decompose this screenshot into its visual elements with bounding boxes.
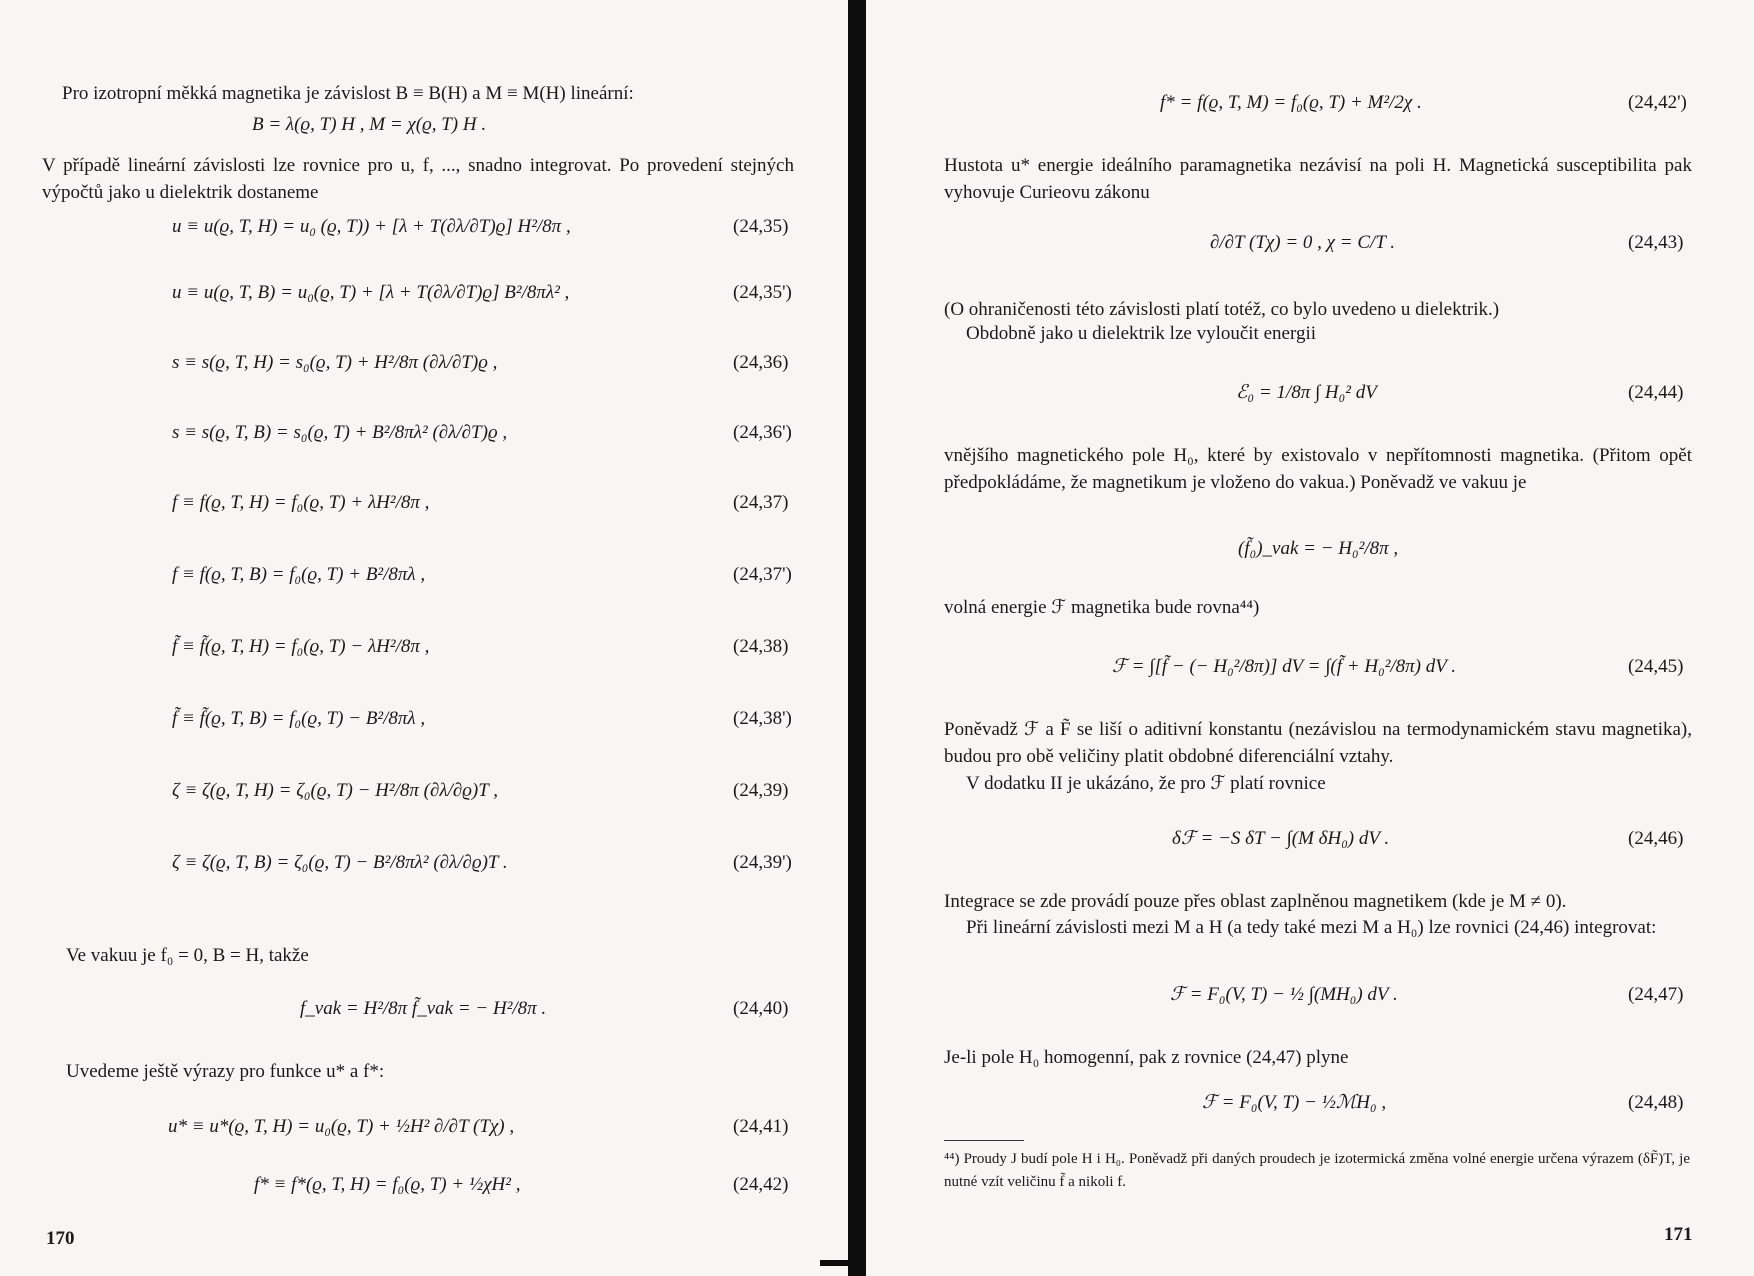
equation-24-44: ℰ₀ = 1/8π ∫ H₀² dV [1236, 382, 1377, 403]
paragraph-volna: volná energie ℱ magnetika bude rovna⁴⁴) [944, 597, 1260, 618]
equation-number: (24,40) [733, 998, 789, 1019]
left-intro-line: Pro izotropní měkká magnetika je závislost B ≡ B(H) a M ≡ M(H) lineární: [62, 83, 634, 104]
equation-24-41: u* ≡ u*(ϱ, T, H) = u₀(ϱ, T) + ½H² ∂/∂T (Tχ) , [168, 1116, 515, 1137]
equation-24-36p: s ≡ s(ϱ, T, B) = s₀(ϱ, T) + B²/8πλ² (∂λ/∂T)ϱ , [172, 422, 508, 443]
equation-24-36: s ≡ s(ϱ, T, H) = s₀(ϱ, T) + H²/8π (∂λ/∂T)ϱ , [172, 352, 498, 373]
footnote-44: ⁴⁴) Proudy J budí pole H i H₀. Poněvadž při daných proudech je izotermická změna volné energie určena výrazem (δF̃)T, je nutné vzít veličinu f̃ a nikoli f. [944, 1151, 1690, 1190]
equation-number: (24,39) [733, 780, 789, 801]
page-number-right: 171 [1664, 1224, 1693, 1245]
paragraph-pri: Při lineární závislosti mezi M a H (a tedy také mezi M a H₀) lze rovnici (24,46) integrovat: [966, 917, 1657, 938]
paragraph-dodatek: V dodatku II je ukázáno, že pro ℱ platí rovnice [966, 773, 1326, 794]
equation-24-39: ζ ≡ ζ(ϱ, T, H) = ζ₀(ϱ, T) − H²/8π (∂λ/∂ϱ)T , [172, 780, 498, 801]
equation-number: (24,45) [1628, 656, 1684, 677]
equation-number: (24,37') [733, 564, 792, 585]
book-binding [848, 0, 866, 1276]
equation-24-42: f* ≡ f*(ϱ, T, H) = f₀(ϱ, T) + ½χH² , [254, 1174, 521, 1195]
equation-24-37: f ≡ f(ϱ, T, H) = f₀(ϱ, T) + λH²/8π , [172, 492, 430, 513]
equation-24-47: ℱ = F₀(V, T) − ½ ∫(MH₀) dV . [1170, 984, 1398, 1005]
equation-number: (24,46) [1628, 828, 1684, 849]
equation-number: (24,41) [733, 1116, 789, 1137]
equation-24-40: f_vak = H²/8π f̃_vak = − H²/8π . [300, 998, 547, 1019]
equation-number: (24,38) [733, 636, 789, 657]
equation-number: (24,36') [733, 422, 792, 443]
equation-number: (24,43) [1628, 232, 1684, 253]
paragraph-vnejsi: vnějšího magnetického pole H₀, které by existovalo v nepřítomnosti magnetika. (Přitom opět předpokládáme, že magnetikum je vloženo do vakua.) Poněvadž ve vakuu je [944, 445, 1692, 493]
equation-24-46: δℱ = −S δT − ∫(M δH₀) dV . [1172, 828, 1390, 849]
left-paragraph-2: V případě lineární závislosti lze rovnice pro u, f, ..., snadno integrovat. Po provedení stejných výpočtů jako u dielektrik dostaneme [42, 155, 794, 203]
equation-24-48: ℱ = F₀(V, T) − ½ℳH₀ , [1202, 1092, 1387, 1113]
paragraph-ponevadz: Poněvadž ℱ a F̃ se liší o aditivní konstantu (nezávislou na termodynamickém stavu magnetika), budou pro obě veličiny platit obdobné diferenciální vztahy. [944, 719, 1692, 767]
uvedeme-line: Uvedeme ještě výrazy pro funkce u* a f*: [66, 1061, 385, 1082]
paragraph-hustota: Hustota u* energie ideálního paramagnetika nezávisí na poli H. Magnetická susceptibilita pak vyhovuje Curieovu zákonu [944, 155, 1692, 203]
page-number-left: 170 [46, 1228, 75, 1249]
vakuum-line: Ve vakuu je f₀ = 0, B = H, takže [66, 945, 309, 966]
equation-number: (24,44) [1628, 382, 1684, 403]
equation-number: (24,35') [733, 282, 792, 303]
equation-24-37p: f ≡ f(ϱ, T, B) = f₀(ϱ, T) + B²/8πλ , [172, 564, 426, 585]
equation-f-vak: (f̃₀)_vak = − H₀²/8π , [1238, 538, 1399, 559]
equation-number: (24,47) [1628, 984, 1684, 1005]
paragraph-obdobne: Obdobně jako u dielektrik lze vyloučit energii [966, 323, 1316, 344]
equation-24-42p: f* = f(ϱ, T, M) = f₀(ϱ, T) + M²/2χ . [1160, 92, 1422, 113]
equation-24-35: u ≡ u(ϱ, T, H) = u₀ (ϱ, T)) + [λ + T(∂λ/∂T)ϱ] H²/8π , [172, 216, 571, 237]
equation-24-35p: u ≡ u(ϱ, T, B) = u₀(ϱ, T) + [λ + T(∂λ/∂T)ϱ] B²/8πλ² , [172, 282, 570, 303]
equation-number: (24,36) [733, 352, 789, 373]
equation-number: (24,42') [1628, 92, 1687, 113]
equation-b-m: B = λ(ϱ, T) H , M = χ(ϱ, T) H . [252, 114, 487, 135]
equation-number: (24,35) [733, 216, 789, 237]
equation-number: (24,38') [733, 708, 792, 729]
equation-24-38: f̃ ≡ f̃(ϱ, T, H) = f₀(ϱ, T) − λH²/8π , [172, 636, 430, 657]
footnote-rule [944, 1140, 1024, 1141]
equation-number: (24,48) [1628, 1092, 1684, 1113]
equation-24-43: ∂/∂T (Tχ) = 0 , χ = C/T . [1210, 232, 1396, 253]
equation-24-38p: f̃ ≡ f̃(ϱ, T, B) = f₀(ϱ, T) − B²/8πλ , [172, 708, 426, 729]
paragraph-jeli: Je-li pole H₀ homogenní, pak z rovnice (24,47) plyne [944, 1047, 1349, 1068]
paragraph-integrace: Integrace se zde provádí pouze přes oblast zaplněnou magnetikem (kde je M ≠ 0). [944, 891, 1567, 912]
equation-number: (24,42) [733, 1174, 789, 1195]
paragraph-ohranicenost: (O ohraničenosti této závislosti platí totéž, co bylo uvedeno u dielektrik.) [944, 299, 1500, 320]
equation-24-45: ℱ = ∫[f̃ − (− H₀²/8π)] dV = ∫(f̃ + H₀²/8π) dV . [1112, 656, 1457, 677]
equation-number: (24,39') [733, 852, 792, 873]
equation-24-39p: ζ ≡ ζ(ϱ, T, B) = ζ₀(ϱ, T) − B²/8πλ² (∂λ/∂ϱ)T . [172, 852, 508, 873]
equation-number: (24,37) [733, 492, 789, 513]
